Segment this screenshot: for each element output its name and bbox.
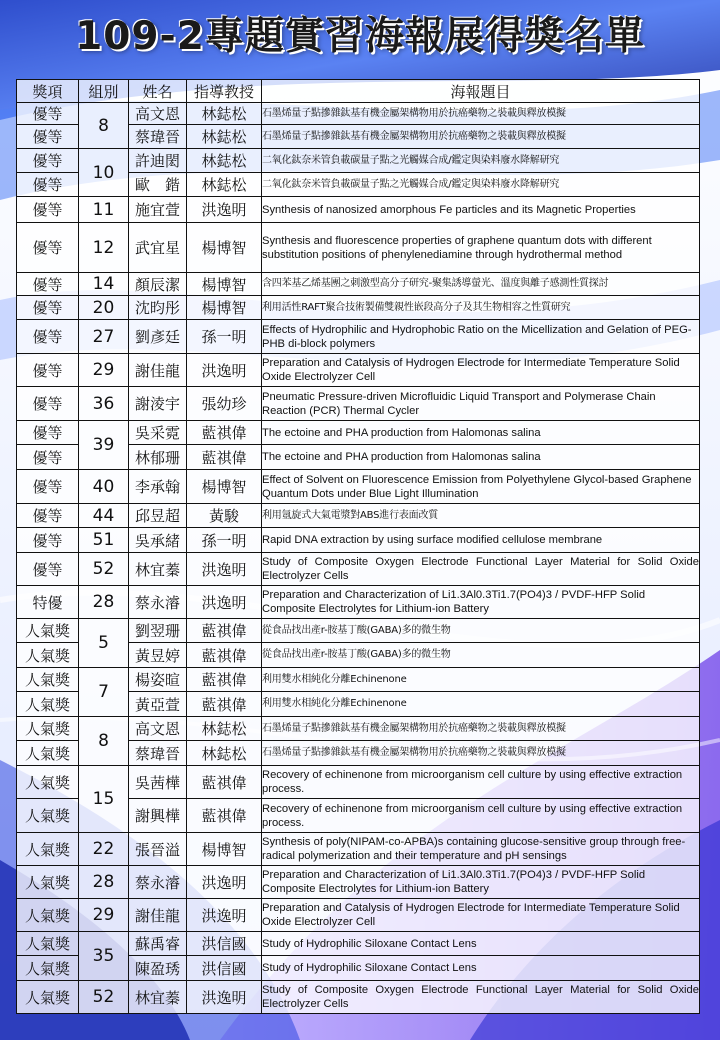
advisor-cell: 藍祺偉 — [187, 619, 262, 643]
group-cell: 27 — [79, 320, 129, 354]
title-cell: The ectoine and PHA production from Halomonas salina — [262, 421, 700, 445]
table-row — [17, 320, 700, 354]
table-row — [17, 504, 700, 528]
advisor-cell: 孫一明 — [187, 528, 262, 553]
name-cell: 蘇禹睿 — [129, 932, 187, 956]
group-cell: 11 — [79, 197, 129, 223]
group-cell: 12 — [79, 223, 129, 273]
award-cell: 優等 — [17, 421, 79, 445]
title-cell: Rapid DNA extraction by using surface modified cellulose membrane — [262, 528, 700, 553]
header-award: 獎項 — [17, 80, 79, 103]
group-cell: 29 — [79, 354, 129, 387]
page-title: 109-2專題實習海報展得獎名單 — [75, 14, 645, 59]
table-row — [17, 149, 700, 173]
advisor-cell: 藍祺偉 — [187, 643, 262, 668]
title-cell: Study of Composite Oxygen Electrode Functional Layer Material for Solid Oxide Electrolyzer Cells — [262, 553, 700, 586]
name-cell: 施宜萱 — [129, 197, 187, 223]
advisor-cell: 林鋕松 — [187, 125, 262, 149]
award-cell: 優等 — [17, 320, 79, 354]
table-row — [17, 766, 700, 799]
award-cell: 優等 — [17, 103, 79, 125]
group-cell: 20 — [79, 296, 129, 320]
group-cell: 28 — [79, 586, 129, 619]
award-cell: 優等 — [17, 504, 79, 528]
table-row — [17, 273, 700, 296]
advisor-cell: 楊博智 — [187, 296, 262, 320]
group-cell: 29 — [79, 899, 129, 932]
title-cell: Recovery of echinenone from microorganism cell culture by using effective extraction process. — [262, 766, 700, 799]
name-cell: 高文恩 — [129, 717, 187, 741]
award-cell: 人氣獎 — [17, 866, 79, 899]
name-cell: 許迪閎 — [129, 149, 187, 173]
table-row — [17, 223, 700, 273]
title-cell: 石墨烯量子點摻雜鈦基有機金屬架構物用於抗癌藥物之裝載與釋放模擬 — [262, 125, 700, 149]
advisor-cell: 洪逸明 — [187, 197, 262, 223]
title-cell: 含四苯基乙烯基團之刺激型高分子研究-聚集誘導螢光、溫度與離子感測性質探討 — [262, 273, 700, 296]
title-cell: Effect of Solvent on Fluorescence Emission from Polyethylene Glycol-based Graphene Quantum Dots under Blue Light Illumination — [262, 470, 700, 504]
name-cell: 武宜星 — [129, 223, 187, 273]
name-cell: 劉翌珊 — [129, 619, 187, 643]
table-row — [17, 932, 700, 956]
advisor-cell: 洪逸明 — [187, 586, 262, 619]
group-cell: 36 — [79, 387, 129, 421]
advisor-cell: 楊博智 — [187, 833, 262, 866]
award-cell: 優等 — [17, 223, 79, 273]
name-cell: 林宜蓁 — [129, 553, 187, 586]
name-cell: 李承翰 — [129, 470, 187, 504]
award-cell: 人氣獎 — [17, 692, 79, 717]
award-cell: 人氣獎 — [17, 833, 79, 866]
name-cell: 吳茜樺 — [129, 766, 187, 799]
title-cell: Synthesis and fluorescence properties of graphene quantum dots with different substitution positions of phenylenediamine through hydrothermal method — [262, 223, 700, 273]
award-cell: 人氣獎 — [17, 799, 79, 833]
group-cell: 51 — [79, 528, 129, 553]
advisor-cell: 楊博智 — [187, 223, 262, 273]
award-cell: 優等 — [17, 387, 79, 421]
name-cell: 謝佳龍 — [129, 899, 187, 932]
group-cell: 8 — [79, 717, 129, 766]
award-cell: 人氣獎 — [17, 668, 79, 692]
group-cell: 22 — [79, 833, 129, 866]
group-cell: 7 — [79, 668, 129, 717]
name-cell: 黃亞萱 — [129, 692, 187, 717]
header-poster-title: 海報題目 — [262, 80, 700, 103]
table-row — [17, 866, 700, 899]
advisor-cell: 林鋕松 — [187, 741, 262, 766]
advisor-cell: 藍祺偉 — [187, 445, 262, 470]
name-cell: 高文恩 — [129, 103, 187, 125]
award-cell: 優等 — [17, 149, 79, 173]
title-cell: 利用雙水相純化分離Echinenone — [262, 668, 700, 692]
title-cell: 石墨烯量子點摻雜鈦基有機金屬架構物用於抗癌藥物之裝載與釋放模擬 — [262, 717, 700, 741]
name-cell: 林宜蓁 — [129, 981, 187, 1014]
table-header-row — [17, 80, 700, 103]
advisor-cell: 林鋕松 — [187, 717, 262, 741]
table-row — [17, 103, 700, 125]
award-cell: 特優 — [17, 586, 79, 619]
name-cell: 謝佳龍 — [129, 354, 187, 387]
group-cell: 14 — [79, 273, 129, 296]
title-cell: 從食品找出產r-胺基丁酸(GABA)多的微生物 — [262, 643, 700, 668]
advisor-cell: 黃駿 — [187, 504, 262, 528]
award-cell: 優等 — [17, 273, 79, 296]
advisor-cell: 洪逸明 — [187, 354, 262, 387]
title-cell: Preparation and Characterization of Li1.3Al0.3Ti1.7(PO4)3 / PVDF-HFP Solid Composite Electrolytes for Lithium-ion Battery — [262, 866, 700, 899]
table-row — [17, 354, 700, 387]
name-cell: 林郁珊 — [129, 445, 187, 470]
table-row — [17, 421, 700, 445]
advisor-cell: 張幼珍 — [187, 387, 262, 421]
group-cell: 52 — [79, 981, 129, 1014]
table-body — [17, 103, 700, 1014]
advisor-cell: 孫一明 — [187, 320, 262, 354]
title-cell: Preparation and Catalysis of Hydrogen Electrode for Intermediate Temperature Solid Oxide Electrolyzer Cell — [262, 354, 700, 387]
advisor-cell: 洪逸明 — [187, 981, 262, 1014]
header-group: 組別 — [79, 80, 129, 103]
award-cell: 人氣獎 — [17, 619, 79, 643]
table-row — [17, 981, 700, 1014]
group-cell: 5 — [79, 619, 129, 668]
group-cell: 28 — [79, 866, 129, 899]
title-cell: Study of Hydrophilic Siloxane Contact Lens — [262, 956, 700, 981]
title-cell: 石墨烯量子點摻雜鈦基有機金屬架構物用於抗癌藥物之裝載與釋放模擬 — [262, 741, 700, 766]
award-cell: 人氣獎 — [17, 899, 79, 932]
advisor-cell: 洪信國 — [187, 932, 262, 956]
title-cell: 石墨烯量子點摻雜鈦基有機金屬架構物用於抗癌藥物之裝載與釋放模擬 — [262, 103, 700, 125]
title-cell: 二氧化鈦奈米管負載碳量子點之光觸媒合成/鑑定與染料廢水降解研究 — [262, 149, 700, 173]
group-cell: 44 — [79, 504, 129, 528]
name-cell: 沈昀彤 — [129, 296, 187, 320]
advisor-cell: 藍祺偉 — [187, 766, 262, 799]
title-cell: Study of Hydrophilic Siloxane Contact Lens — [262, 932, 700, 956]
table-row — [17, 197, 700, 223]
award-cell: 人氣獎 — [17, 981, 79, 1014]
group-cell: 10 — [79, 149, 129, 197]
title-cell: 利用雙水相純化分離Echinenone — [262, 692, 700, 717]
table-row — [17, 619, 700, 643]
group-cell: 52 — [79, 553, 129, 586]
award-cell: 人氣獎 — [17, 741, 79, 766]
table-row — [17, 717, 700, 741]
table-row — [17, 470, 700, 504]
title-cell: Synthesis of nanosized amorphous Fe particles and its Magnetic Properties — [262, 197, 700, 223]
advisor-cell: 楊博智 — [187, 273, 262, 296]
award-cell: 優等 — [17, 445, 79, 470]
advisor-cell: 洪逸明 — [187, 553, 262, 586]
award-cell: 人氣獎 — [17, 932, 79, 956]
advisor-cell: 林鋕松 — [187, 103, 262, 125]
table-row — [17, 296, 700, 320]
name-cell: 邱昱超 — [129, 504, 187, 528]
name-cell: 謝淩宇 — [129, 387, 187, 421]
title-cell: Synthesis of poly(NIPAM-co-APBA)s containing glucose-sensitive group through free-radical polymerization and their temperature and pH sensings — [262, 833, 700, 866]
name-cell: 吳承緒 — [129, 528, 187, 553]
title-cell: 利用活性RAFT聚合技術製備雙親性嵌段高分子及其生物相容之性質研究 — [262, 296, 700, 320]
award-cell: 優等 — [17, 470, 79, 504]
award-cell: 優等 — [17, 553, 79, 586]
group-cell: 8 — [79, 103, 129, 149]
name-cell: 謝興樺 — [129, 799, 187, 833]
advisor-cell: 洪逸明 — [187, 866, 262, 899]
advisor-cell: 林鋕松 — [187, 173, 262, 197]
name-cell: 劉彥廷 — [129, 320, 187, 354]
advisor-cell: 藍祺偉 — [187, 421, 262, 445]
advisor-cell: 藍祺偉 — [187, 799, 262, 833]
title-cell: Effects of Hydrophilic and Hydrophobic Ratio on the Micellization and Gelation of PEG-PHB di-block polymers — [262, 320, 700, 354]
award-cell: 人氣獎 — [17, 956, 79, 981]
award-table — [16, 79, 700, 1014]
title-cell: Preparation and Catalysis of Hydrogen Electrode for Intermediate Temperature Solid Oxide Electrolyzer Cell — [262, 899, 700, 932]
name-cell: 楊姿暄 — [129, 668, 187, 692]
header-name: 姓名 — [129, 80, 187, 103]
title-cell: Preparation and Characterization of Li1.3Al0.3Ti1.7(PO4)3 / PVDF-HFP Solid Composite Electrolytes for Lithium-ion Battery — [262, 586, 700, 619]
award-cell: 人氣獎 — [17, 643, 79, 668]
table-row — [17, 528, 700, 553]
advisor-cell: 藍祺偉 — [187, 668, 262, 692]
table-row — [17, 833, 700, 866]
group-cell: 39 — [79, 421, 129, 470]
advisor-cell: 洪信國 — [187, 956, 262, 981]
advisor-cell: 藍祺偉 — [187, 692, 262, 717]
name-cell: 歐 鍇 — [129, 173, 187, 197]
table-row — [17, 668, 700, 692]
title-cell: 從食品找出產r-胺基丁酸(GABA)多的微生物 — [262, 619, 700, 643]
award-cell: 優等 — [17, 173, 79, 197]
name-cell: 陳盈琇 — [129, 956, 187, 981]
group-cell: 15 — [79, 766, 129, 833]
award-cell: 優等 — [17, 528, 79, 553]
name-cell: 吳采霓 — [129, 421, 187, 445]
group-cell: 40 — [79, 470, 129, 504]
award-cell: 優等 — [17, 354, 79, 387]
title-cell: Pneumatic Pressure-driven Microfluidic Liquid Transport and Polymerase Chain Reaction (PCR) Thermal Cycler — [262, 387, 700, 421]
name-cell: 蔡永濬 — [129, 586, 187, 619]
title-cell: Study of Composite Oxygen Electrode Functional Layer Material for Solid Oxide Electrolyzer Cells — [262, 981, 700, 1014]
header-advisor: 指導教授 — [187, 80, 262, 103]
advisor-cell: 楊博智 — [187, 470, 262, 504]
name-cell: 黃昱婷 — [129, 643, 187, 668]
name-cell: 蔡永濬 — [129, 866, 187, 899]
table-row — [17, 586, 700, 619]
advisor-cell: 林鋕松 — [187, 149, 262, 173]
table-row — [17, 387, 700, 421]
table-row — [17, 899, 700, 932]
name-cell: 張晉溢 — [129, 833, 187, 866]
name-cell: 顏辰潔 — [129, 273, 187, 296]
title-cell: The ectoine and PHA production from Halomonas salina — [262, 445, 700, 470]
title-cell: 利用氬旋式大氣電漿對ABS進行表面改質 — [262, 504, 700, 528]
award-cell: 人氣獎 — [17, 766, 79, 799]
title-cell: Recovery of echinenone from microorganism cell culture by using effective extraction process. — [262, 799, 700, 833]
name-cell: 蔡瑋晉 — [129, 125, 187, 149]
group-cell: 35 — [79, 932, 129, 981]
award-cell: 優等 — [17, 125, 79, 149]
award-cell: 優等 — [17, 197, 79, 223]
advisor-cell: 洪逸明 — [187, 899, 262, 932]
title-cell: 二氧化鈦奈米管負載碳量子點之光觸媒合成/鑑定與染料廢水降解研究 — [262, 173, 700, 197]
award-cell: 人氣獎 — [17, 717, 79, 741]
name-cell: 蔡瑋晉 — [129, 741, 187, 766]
table-row — [17, 553, 700, 586]
award-cell: 優等 — [17, 296, 79, 320]
